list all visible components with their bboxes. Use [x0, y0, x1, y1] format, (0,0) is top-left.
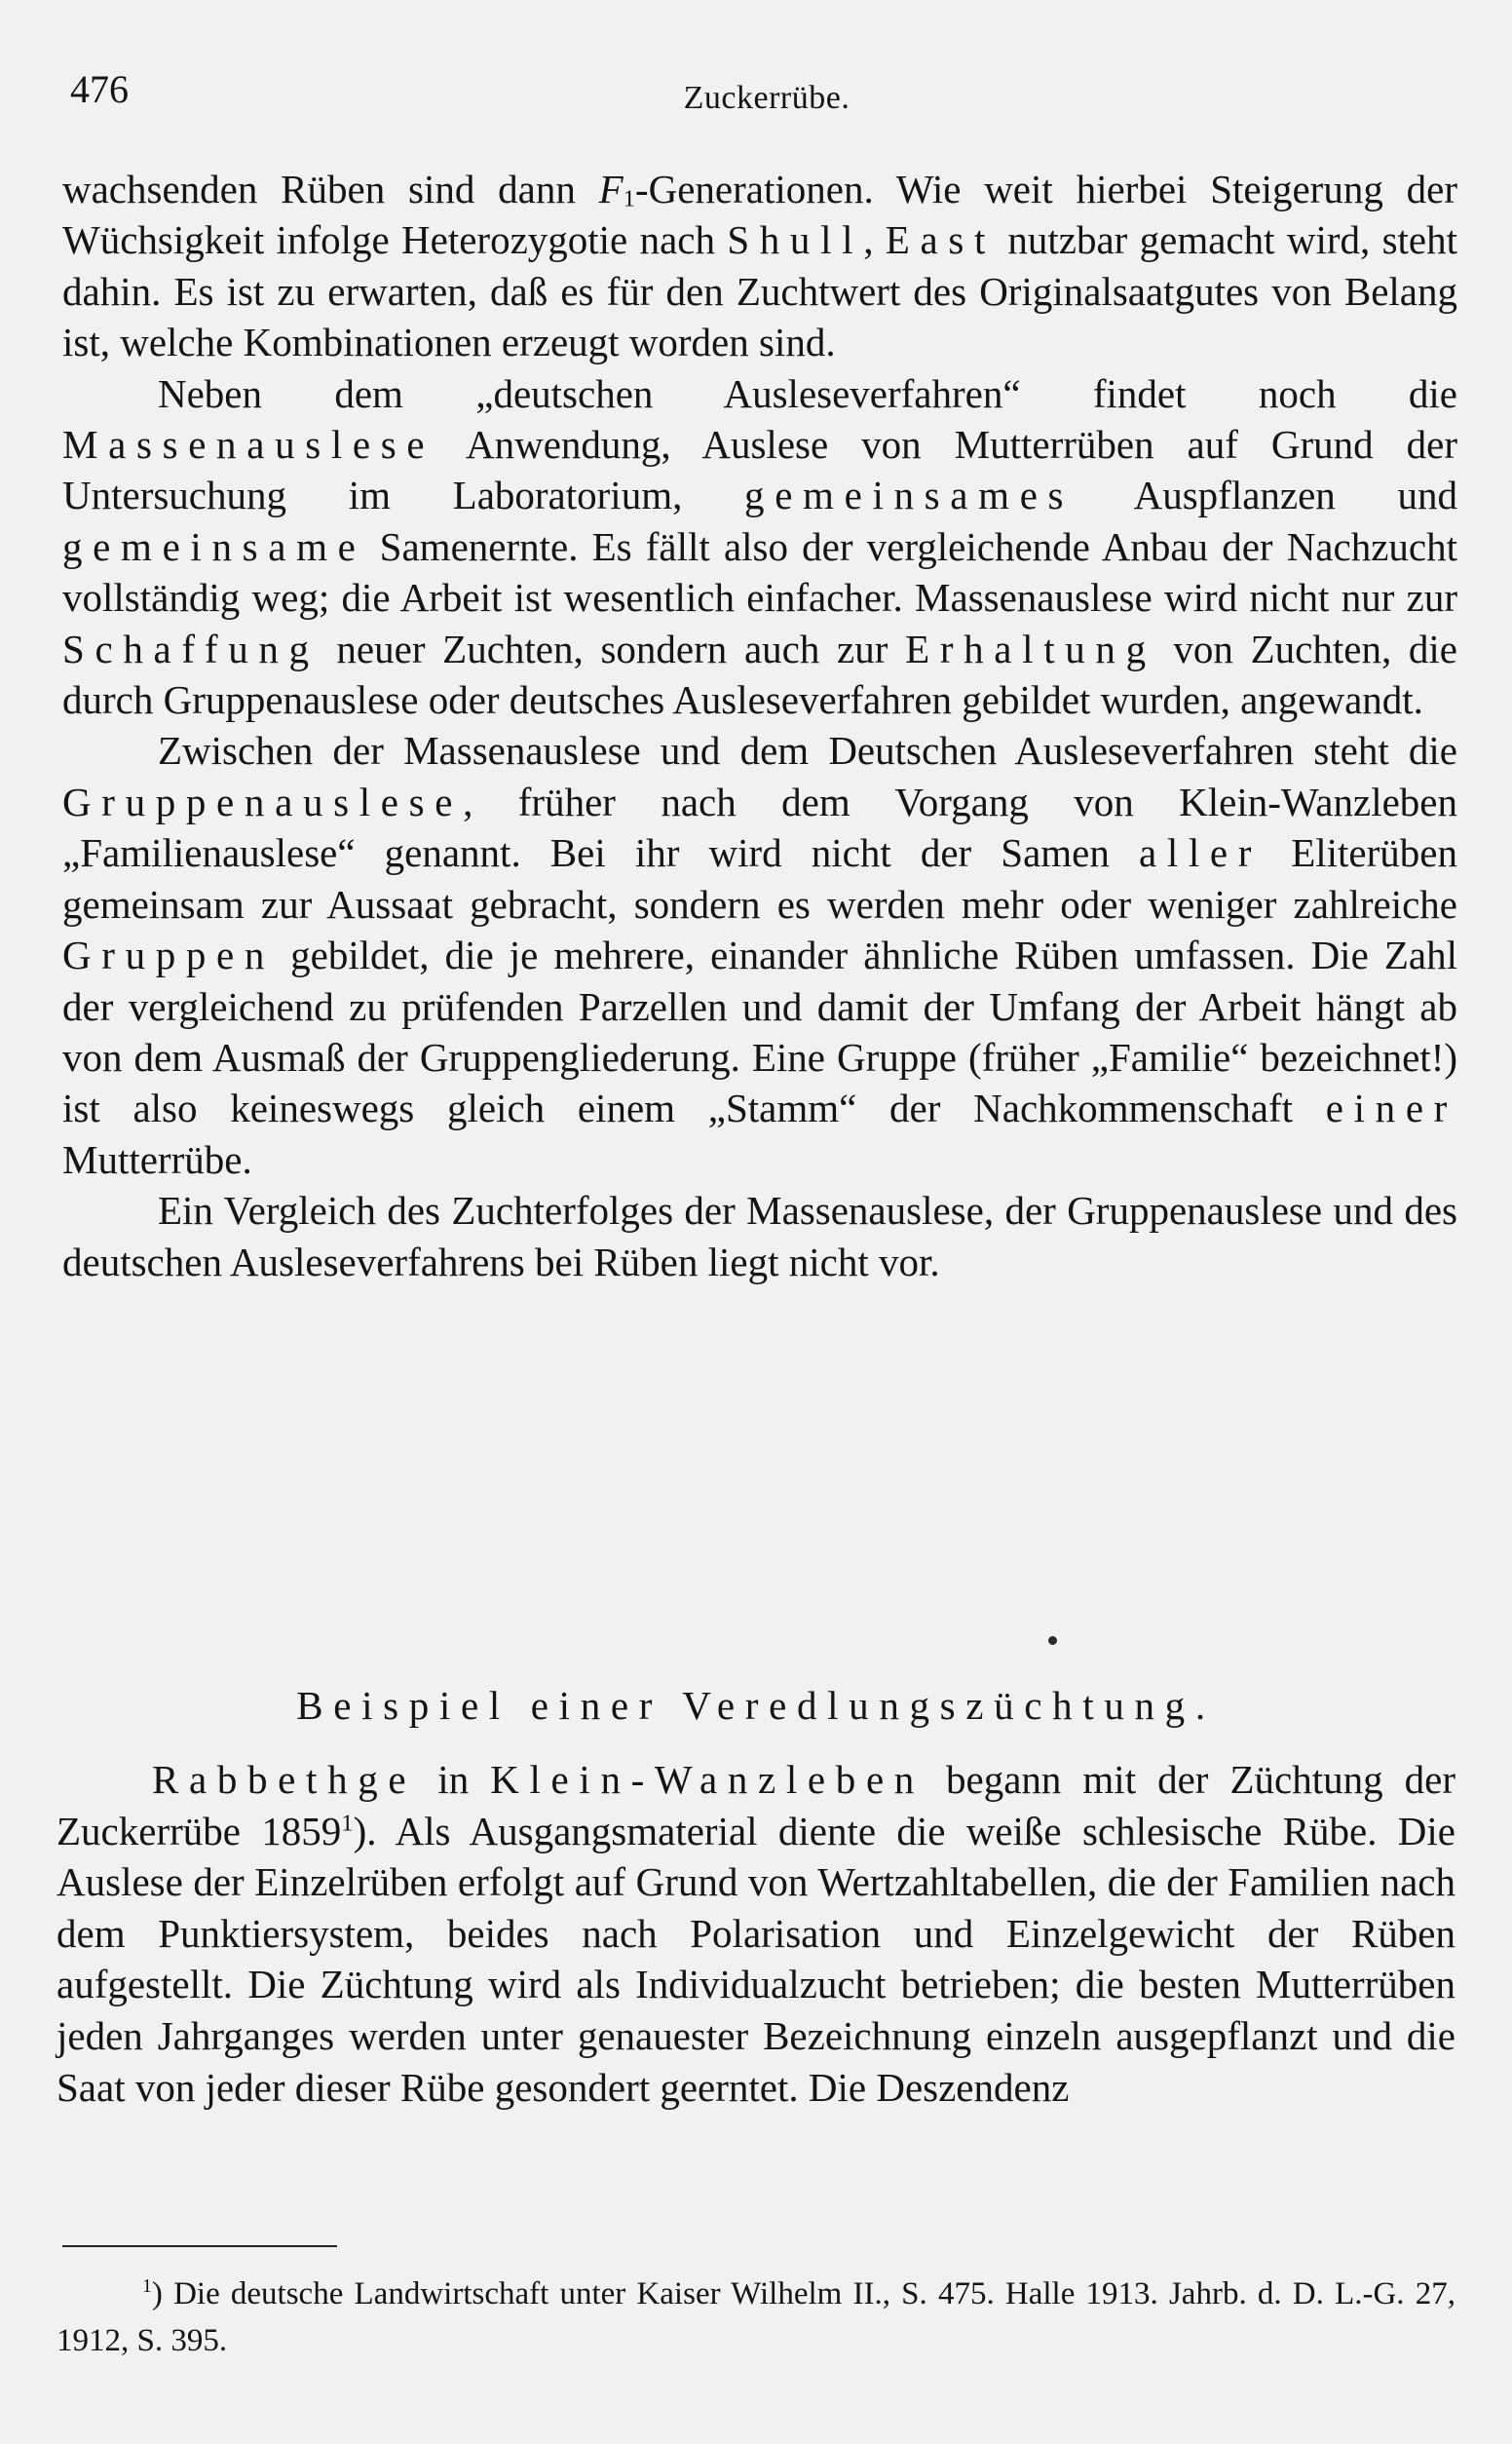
paragraph-2-text-1: Neben dem „deutschen Ausleseverfahren“ findet noch die — [158, 370, 1457, 416]
paragraph-1-text-3: , — [863, 217, 886, 263]
paragraph-3-text-1: Zwischen der Massenauslese und dem Deutschen Ausleseverfahren steht die — [158, 728, 1457, 774]
spaced-term-massenauslese: Massenauslese — [62, 422, 435, 468]
running-title: Zuckerrübe. — [683, 80, 850, 116]
paragraph-4 — [62, 1185, 1457, 1287]
paragraph-2-text-5: neuer Zuchten, sondern auch zur — [319, 626, 906, 671]
f-subscript: 1 — [623, 185, 635, 212]
footnote-rule — [62, 2245, 337, 2247]
spaced-name-rabbethge: Rabbethge — [152, 1757, 417, 1802]
footnote-text: ) Die deutsche Landwirtschaft unter Kaiser Wilhelm II., S. 475. Halle 1913. Jahrb. d. D. L.-G. 27, 1912, S. 395. — [57, 2276, 1455, 2358]
spaced-term-gemeinsames: gemeinsames — [744, 473, 1075, 518]
section-heading: Beispiel einer Veredlungszüchtung. — [296, 1683, 1216, 1728]
spaced-term-schaffung: Schaffung — [62, 626, 320, 671]
spaced-term-aller: aller — [1138, 830, 1263, 876]
spaced-name-klein-wanzleben: Klein-Wanzleben — [490, 1757, 925, 1802]
printers-mark — [1048, 1636, 1057, 1645]
paragraph-3-text-5: Mutterrübe. — [62, 1136, 252, 1182]
page-header — [70, 66, 1463, 115]
spaced-term-gruppenauslese: Gruppenauslese — [62, 779, 464, 824]
paragraph-5-text-1: in — [416, 1757, 491, 1802]
paragraph-3 — [62, 725, 1457, 1185]
spaced-name-east: East — [885, 217, 997, 263]
footnote-marker: 1 — [142, 2275, 152, 2297]
paragraph-1-text-1: wachsenden Rüben sind dann — [62, 167, 599, 211]
paragraph-2-text-4: Samenernte. Es fällt also der vergleichende Anbau der Nachzucht vollständig weg; die Arbeit ist wesentlich einfacher. Massenauslese wird nicht nur zur — [62, 523, 1457, 621]
paragraph-3-text-3: Eliterüben gemeinsam zur Aussaat gebracht, sondern es werden mehr oder weniger zahlreiche — [62, 830, 1457, 927]
paragraph-3-text-2: , früher nach dem Vorgang von Klein-Wanzleben „Familienauslese“ genannt. Bei ihr wird nicht der Samen — [62, 779, 1457, 876]
paragraph-3-text-4: gebildet, die je mehrere, einander ähnliche Rüben umfassen. Die Zahl der vergleichend zu prüfenden Parzellen und damit der Umfang der Arbeit hängt ab von dem Ausmaß der Gruppengliederung. Eine Gruppe (früher „Familie“ bezeichnet!) ist also keineswegs gleich einem „Stamm“ der Nachkommenschaft — [62, 933, 1457, 1131]
spaced-term-erhaltung: Erhaltung — [905, 626, 1156, 671]
footnote-reference: 1 — [341, 1809, 354, 1836]
paragraph-4-text-1: Ein Vergleich des Zuchterfolges der Massenauslese, der Gruppenauslese und des deutschen Ausleseverfahrens bei Rüben liegt nicht vor. — [62, 1188, 1457, 1284]
paragraph-1-text-4: nutzbar gemacht wird, steht dahin. Es ist zu erwarten, daß es für den Zuchtwert des Originalsaatgutes von Belang ist, welche Kombinationen erzeugt worden sind. — [62, 217, 1458, 365]
paragraph-5-text-2: begann mit der Züchtung der Zuckerrübe 1859 — [57, 1757, 1455, 1853]
paragraph-1 — [62, 164, 1457, 368]
f-variable: F — [598, 167, 624, 211]
paragraph-2-text-2: Anwendung, Auslese von Mutterrüben auf Grund der Untersuchung im Laboratorium, — [62, 422, 1457, 518]
spaced-term-gemeinsame: gemeinsame — [62, 523, 366, 569]
footnote — [57, 2271, 1455, 2364]
page-number: 476 — [70, 67, 129, 111]
spaced-term-einer: einer — [1325, 1086, 1457, 1131]
paragraph-2 — [62, 368, 1457, 726]
spaced-term-gruppen: Gruppen — [62, 933, 276, 978]
paragraph-2-text-6: von Zuchten, die durch Gruppenauslese oder deutsches Ausleseverfahren gebildet wurden, angewandt. — [62, 626, 1458, 723]
paragraph-1-text-2: -Generationen. Wie weit hierbei Steigerung der Wüchsigkeit infolge Heterozygotie nach — [62, 167, 1457, 263]
paragraph-2-text-3: Auspflanzen und — [1074, 473, 1457, 518]
body-text — [62, 164, 1457, 1287]
spaced-name-shull: Shull — [727, 217, 864, 263]
paragraph-5-text-3: ). Als Ausgangsmaterial diente die weiße schlesische Rübe. Die Auslese der Einzelrüben erfolgt auf Grund von Wertzahltabellen, die der Familien nach dem Punktiersystem, beides nach Polarisation und Einzelgewicht der Rüben aufgestellt. Die Züchtung wird als Individualzucht betrieben; die besten Mutterrüben jeden Jahrganges werden unter genauester Bezeichnung einzeln ausgepflanzt und die Saat von jeder dieser Rübe gesondert geerntet. Die Deszendenz — [57, 1808, 1455, 2110]
body-text-section — [57, 1754, 1455, 2113]
paragraph-5 — [57, 1754, 1455, 2113]
